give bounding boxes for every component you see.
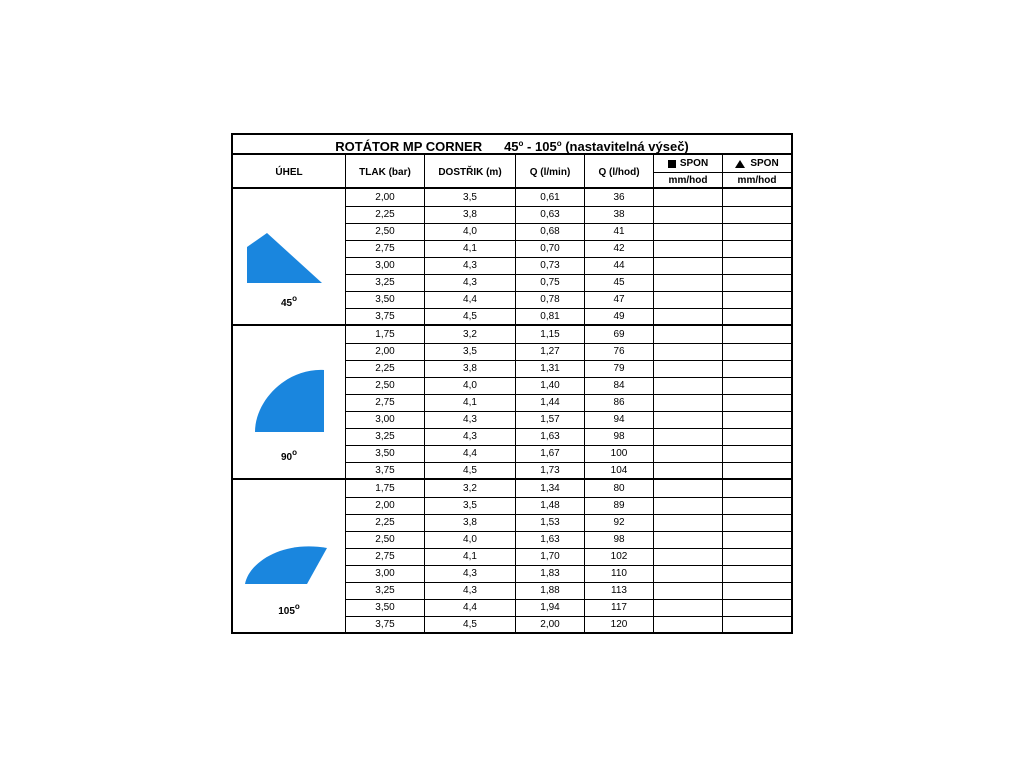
row-divider: [346, 582, 791, 583]
spon-label: SPON: [679, 158, 709, 169]
pressure-cell: 3,50: [375, 448, 395, 459]
spon-value-cell: [723, 514, 790, 531]
pressure-cell: 3,25: [375, 431, 395, 442]
spon-value-cell: [723, 548, 790, 565]
header-spon-2: [723, 155, 791, 172]
spon-value-cell: [654, 343, 722, 360]
spon-value-cell: [654, 514, 722, 531]
angle-label: [233, 294, 345, 309]
title-range-note: (nastavitelná výseč): [561, 139, 689, 154]
flow-lmin-cell: 1,15: [540, 329, 560, 340]
flow-lmin-cell: 1,31: [540, 363, 560, 374]
triangle-icon: [735, 160, 745, 168]
pressure-cell: 3,00: [375, 260, 395, 271]
pressure-cell: 3,25: [375, 277, 395, 288]
spon-value-cell: [723, 582, 790, 599]
sector-shape: [245, 546, 327, 584]
pressure-cell: 3,25: [375, 585, 395, 596]
spon-value-cell: [723, 308, 790, 325]
throw-cell: 4,4: [463, 448, 477, 459]
pressure-cell: 3,00: [375, 414, 395, 425]
throw-cell: 4,0: [463, 534, 477, 545]
flow-lh-cell: 42: [613, 243, 625, 254]
pressure-cell: 2,50: [375, 380, 395, 391]
flow-lh-cell: 94: [613, 414, 625, 425]
flow-lmin-cell: 1,53: [540, 517, 560, 528]
spon-value-cell: [723, 480, 790, 497]
pressure-cell: 3,75: [375, 465, 395, 476]
header-angle: ÚHEL: [275, 166, 303, 178]
flow-lh-cell: 44: [613, 260, 625, 271]
spon-value-cell: [723, 257, 790, 274]
header-column-divider: [424, 155, 425, 189]
flow-lmin-cell: 1,63: [540, 431, 560, 442]
pressure-cell: 3,00: [375, 568, 395, 579]
throw-cell: 3,8: [463, 517, 477, 528]
row-divider: [346, 360, 791, 361]
flow-lh-cell: 79: [613, 363, 625, 374]
throw-cell: 4,3: [463, 414, 477, 425]
throw-cell: 4,1: [463, 397, 477, 408]
row-divider: [346, 497, 791, 498]
spon-value-cell: [654, 189, 722, 206]
spon-value-cell: [723, 206, 790, 223]
column-divider: [424, 480, 425, 633]
flow-lmin-cell: 1,57: [540, 414, 560, 425]
flow-lmin-cell: 0,75: [540, 277, 560, 288]
pressure-cell: 3,50: [375, 294, 395, 305]
spray-table: [231, 133, 793, 634]
spray-sector-105-icon: [243, 504, 331, 588]
row-divider: [346, 223, 791, 224]
column-divider: [584, 326, 585, 479]
row-divider: [346, 531, 791, 532]
pressure-cell: 3,50: [375, 602, 395, 613]
pressure-cell: 2,25: [375, 209, 395, 220]
throw-cell: 4,4: [463, 602, 477, 613]
spon-value-cell: [654, 240, 722, 257]
flow-lh-cell: 110: [611, 568, 627, 579]
spon-value-cell: [654, 308, 722, 325]
row-divider: [346, 206, 791, 207]
flow-lmin-cell: 0,70: [540, 243, 560, 254]
header-unit-1: mm/hod: [668, 175, 708, 186]
title-range-sep: - 105: [523, 139, 557, 154]
flow-lh-cell: 98: [613, 534, 625, 545]
spon-value-cell: [723, 326, 790, 343]
pressure-cell: 2,00: [375, 192, 395, 203]
spon-value-cell: [723, 616, 790, 633]
throw-cell: 4,5: [463, 465, 477, 476]
pressure-cell: 2,75: [375, 397, 395, 408]
degree-sign: o: [294, 602, 300, 611]
angle-label: [233, 602, 345, 617]
spon-value-cell: [723, 565, 790, 582]
flow-lmin-cell: 0,68: [540, 226, 560, 237]
flow-lmin-cell: 1,27: [540, 346, 560, 357]
spon-value-cell: [654, 360, 722, 377]
throw-cell: 4,3: [463, 277, 477, 288]
throw-cell: 4,5: [463, 619, 477, 630]
column-divider: [424, 326, 425, 479]
spon-value-cell: [654, 445, 722, 462]
flow-lmin-cell: 1,88: [540, 585, 560, 596]
title-main: ROTÁTOR MP CORNER: [335, 139, 483, 154]
column-divider: [653, 480, 654, 633]
throw-cell: 4,0: [463, 380, 477, 391]
flow-lmin-cell: 1,48: [540, 500, 560, 511]
row-divider: [346, 308, 791, 309]
column-divider: [515, 326, 516, 479]
row-divider: [346, 514, 791, 515]
spon-value-cell: [654, 428, 722, 445]
spon-value-cell: [723, 428, 790, 445]
spon-value-cell: [654, 411, 722, 428]
table-title: [233, 135, 791, 155]
angle-value: 105: [278, 606, 295, 617]
flow-lh-cell: 80: [613, 483, 625, 494]
spon-value-cell: [723, 360, 790, 377]
spon-value-cell: [654, 599, 722, 616]
row-divider: [346, 548, 791, 549]
pressure-cell: 2,50: [375, 534, 395, 545]
row-divider: [346, 599, 791, 600]
spon-value-cell: [723, 377, 790, 394]
flow-lh-cell: 76: [613, 346, 625, 357]
spon-value-cell: [654, 257, 722, 274]
column-divider: [722, 480, 723, 633]
row-divider: [346, 616, 791, 617]
flow-lh-cell: 102: [610, 551, 628, 562]
throw-cell: 3,5: [463, 346, 477, 357]
column-divider: [345, 480, 346, 633]
angle-value: 45: [280, 298, 293, 309]
flow-lmin-cell: 0,81: [540, 311, 560, 322]
column-divider: [584, 480, 585, 633]
spon-value-cell: [654, 582, 722, 599]
column-divider: [653, 189, 654, 325]
pressure-cell: 1,75: [375, 483, 395, 494]
flow-lmin-cell: 1,94: [540, 602, 560, 613]
spon-value-cell: [654, 206, 722, 223]
degree-sign: o: [292, 448, 297, 457]
row-divider: [346, 257, 791, 258]
group-divider: [233, 324, 791, 326]
column-divider: [722, 326, 723, 479]
flow-lmin-cell: 0,61: [540, 192, 560, 203]
flow-lh-cell: 98: [613, 431, 625, 442]
spon-value-cell: [654, 616, 722, 633]
flow-lmin-cell: 2,00: [540, 619, 560, 630]
throw-cell: 4,3: [463, 585, 477, 596]
spon-value-cell: [723, 291, 790, 308]
column-divider: [345, 326, 346, 479]
pressure-cell: 2,25: [375, 517, 395, 528]
spon-value-cell: [723, 240, 790, 257]
spon-value-cell: [723, 531, 790, 548]
column-divider: [515, 480, 516, 633]
spon-value-cell: [654, 291, 722, 308]
spon-value-cell: [654, 565, 722, 582]
spon-value-cell: [654, 223, 722, 240]
row-divider: [346, 462, 791, 463]
row-divider: [346, 394, 791, 395]
flow-lh-cell: 86: [613, 397, 625, 408]
pressure-cell: 2,00: [375, 500, 395, 511]
spon-value-cell: [654, 326, 722, 343]
header-column-divider: [345, 155, 346, 189]
spon-value-cell: [723, 274, 790, 291]
row-divider: [346, 565, 791, 566]
spon-value-cell: [654, 274, 722, 291]
pressure-cell: 2,75: [375, 551, 395, 562]
flow-lh-cell: 38: [613, 209, 625, 220]
flow-lmin-cell: 0,73: [540, 260, 560, 271]
spon-value-cell: [654, 531, 722, 548]
header-unit-divider: [654, 172, 791, 173]
pressure-cell: 2,00: [375, 346, 395, 357]
sector-shape: [247, 233, 322, 283]
spon-value-cell: [654, 394, 722, 411]
sector-shape: [255, 370, 324, 432]
header-pressure: TLAK (bar): [359, 166, 411, 178]
throw-cell: 4,4: [463, 294, 477, 305]
flow-lmin-cell: 0,63: [540, 209, 560, 220]
flow-lh-cell: 104: [610, 465, 628, 476]
row-divider: [346, 343, 791, 344]
header-column-divider: [584, 155, 585, 189]
flow-lh-cell: 117: [611, 602, 627, 613]
column-divider: [424, 189, 425, 325]
row-divider: [346, 428, 791, 429]
column-divider: [722, 189, 723, 325]
flow-lh-cell: 47: [613, 294, 625, 305]
title-range-a: 45: [504, 139, 519, 154]
flow-lmin-cell: 1,34: [540, 483, 560, 494]
throw-cell: 4,3: [463, 260, 477, 271]
spon-label: SPON: [750, 158, 779, 169]
spon-value-cell: [723, 445, 790, 462]
square-icon: [668, 160, 676, 168]
throw-cell: 3,2: [463, 329, 477, 340]
spon-value-cell: [723, 343, 790, 360]
column-divider: [515, 189, 516, 325]
column-divider: [653, 326, 654, 479]
header-throw: DOSTŘIK (m): [438, 166, 502, 178]
throw-cell: 4,5: [463, 311, 477, 322]
row-divider: [346, 377, 791, 378]
spon-value-cell: [654, 548, 722, 565]
flow-lh-cell: 120: [610, 619, 628, 630]
angle-label: [233, 448, 345, 463]
pressure-cell: 2,50: [375, 226, 395, 237]
spray-sector-45-icon: [245, 209, 325, 287]
flow-lmin-cell: 1,63: [540, 534, 560, 545]
flow-lh-cell: 69: [613, 329, 625, 340]
degree-sign: o: [556, 139, 562, 148]
throw-cell: 3,5: [463, 500, 477, 511]
throw-cell: 4,3: [463, 568, 477, 579]
flow-lh-cell: 92: [613, 517, 625, 528]
throw-cell: 3,8: [463, 363, 477, 374]
flow-lmin-cell: 1,40: [540, 380, 560, 391]
header-spon-1: [654, 155, 722, 172]
throw-cell: 4,1: [463, 243, 477, 254]
throw-cell: 3,2: [463, 483, 477, 494]
header-column-divider: [515, 155, 516, 189]
header-flow-lmin: Q (l/min): [529, 166, 571, 178]
row-divider: [346, 411, 791, 412]
flow-lh-cell: 41: [613, 226, 625, 237]
flow-lh-cell: 49: [613, 311, 625, 322]
spon-value-cell: [654, 377, 722, 394]
angle-value: 90: [280, 452, 293, 463]
spray-sector-90-icon: [247, 350, 327, 436]
row-divider: [346, 240, 791, 241]
pressure-cell: 2,25: [375, 363, 395, 374]
spon-value-cell: [723, 411, 790, 428]
flow-lh-cell: 84: [613, 380, 625, 391]
flow-lh-cell: 100: [610, 448, 628, 459]
row-divider: [346, 445, 791, 446]
header-flow-lh: Q (l/hod): [598, 166, 640, 178]
column-divider: [345, 189, 346, 325]
spon-value-cell: [654, 480, 722, 497]
spon-value-cell: [654, 497, 722, 514]
group-divider: [233, 478, 791, 480]
pressure-cell: 3,75: [375, 311, 395, 322]
flow-lh-cell: 113: [611, 585, 627, 596]
spon-value-cell: [723, 497, 790, 514]
row-divider: [346, 291, 791, 292]
flow-lh-cell: 36: [613, 192, 625, 203]
flow-lmin-cell: 1,73: [540, 465, 560, 476]
flow-lh-cell: 45: [613, 277, 625, 288]
throw-cell: 3,8: [463, 209, 477, 220]
throw-cell: 4,3: [463, 431, 477, 442]
column-divider: [584, 189, 585, 325]
degree-sign: o: [518, 139, 524, 148]
flow-lmin-cell: 0,78: [540, 294, 560, 305]
degree-sign: o: [292, 294, 297, 303]
flow-lmin-cell: 1,44: [540, 397, 560, 408]
throw-cell: 4,1: [463, 551, 477, 562]
pressure-cell: 3,75: [375, 619, 395, 630]
header-unit-2: mm/hod: [737, 175, 777, 186]
flow-lh-cell: 89: [613, 500, 625, 511]
throw-cell: 4,0: [463, 226, 477, 237]
pressure-cell: 2,75: [375, 243, 395, 254]
pressure-cell: 1,75: [375, 329, 395, 340]
flow-lmin-cell: 1,70: [540, 551, 560, 562]
spon-value-cell: [654, 462, 722, 479]
row-divider: [346, 274, 791, 275]
spon-value-cell: [723, 223, 790, 240]
header-bottom-border: [233, 187, 791, 189]
spon-value-cell: [723, 394, 790, 411]
spon-value-cell: [723, 462, 790, 479]
flow-lmin-cell: 1,83: [540, 568, 560, 579]
throw-cell: 3,5: [463, 192, 477, 203]
spon-value-cell: [723, 189, 790, 206]
spon-value-cell: [723, 599, 790, 616]
flow-lmin-cell: 1,67: [540, 448, 560, 459]
